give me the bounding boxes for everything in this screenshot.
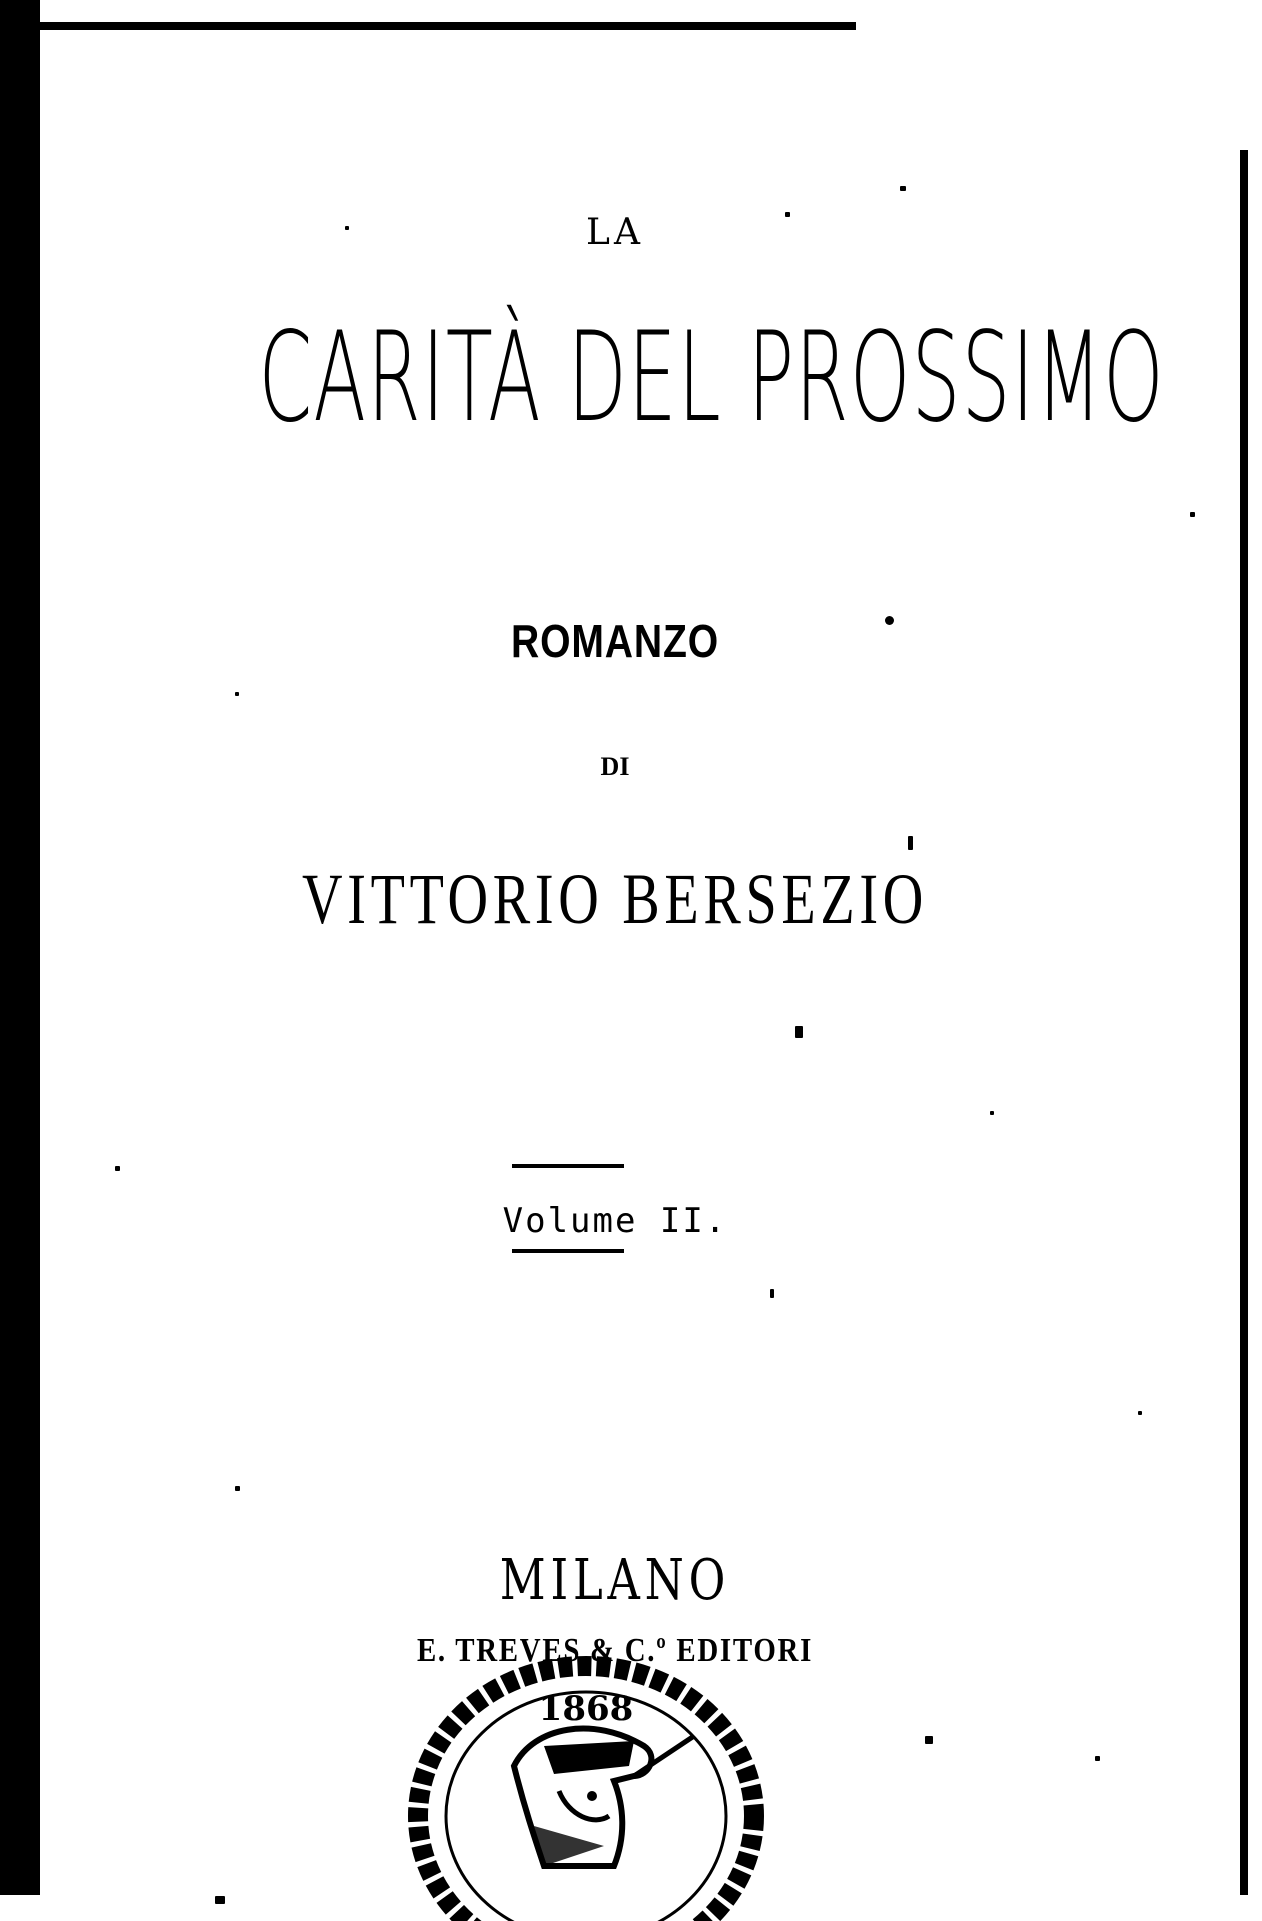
speck [990,1111,994,1115]
speck [345,226,349,230]
speck [900,186,906,191]
volume-label: Volume II. [502,1201,728,1241]
scan-edge-right [1240,150,1248,1895]
stamp-year: 1868 [538,1689,634,1729]
speck [925,1736,933,1744]
speck [1095,1756,1100,1761]
publisher-name: E. TREVES & C.º EDITORI [416,1632,814,1669]
speck [1138,1411,1142,1415]
divider-top [512,1164,624,1168]
book-title: CARITÀ DEL PROSSIMO [258,306,1165,450]
minerva-head-figure [514,1729,694,1866]
title-article: LA [586,212,644,253]
speck [235,692,239,696]
speck [785,212,790,217]
speck [885,616,894,625]
scan-edge-left [0,0,40,1895]
speck [770,1289,774,1298]
speck [908,836,913,850]
speck [795,1026,803,1038]
author-name: VITTORIO BERSEZIO [301,859,929,939]
genre-label: ROMANZO [511,615,719,667]
publisher-city: MILANO [499,1548,731,1613]
title-page [40,26,1238,1895]
divider-bottom [512,1249,624,1253]
by-label: DI [600,752,630,781]
library-stamp [394,1616,778,1921]
speck [115,1166,120,1171]
speck [1190,512,1195,517]
speck [235,1486,240,1491]
speck [215,1896,225,1904]
